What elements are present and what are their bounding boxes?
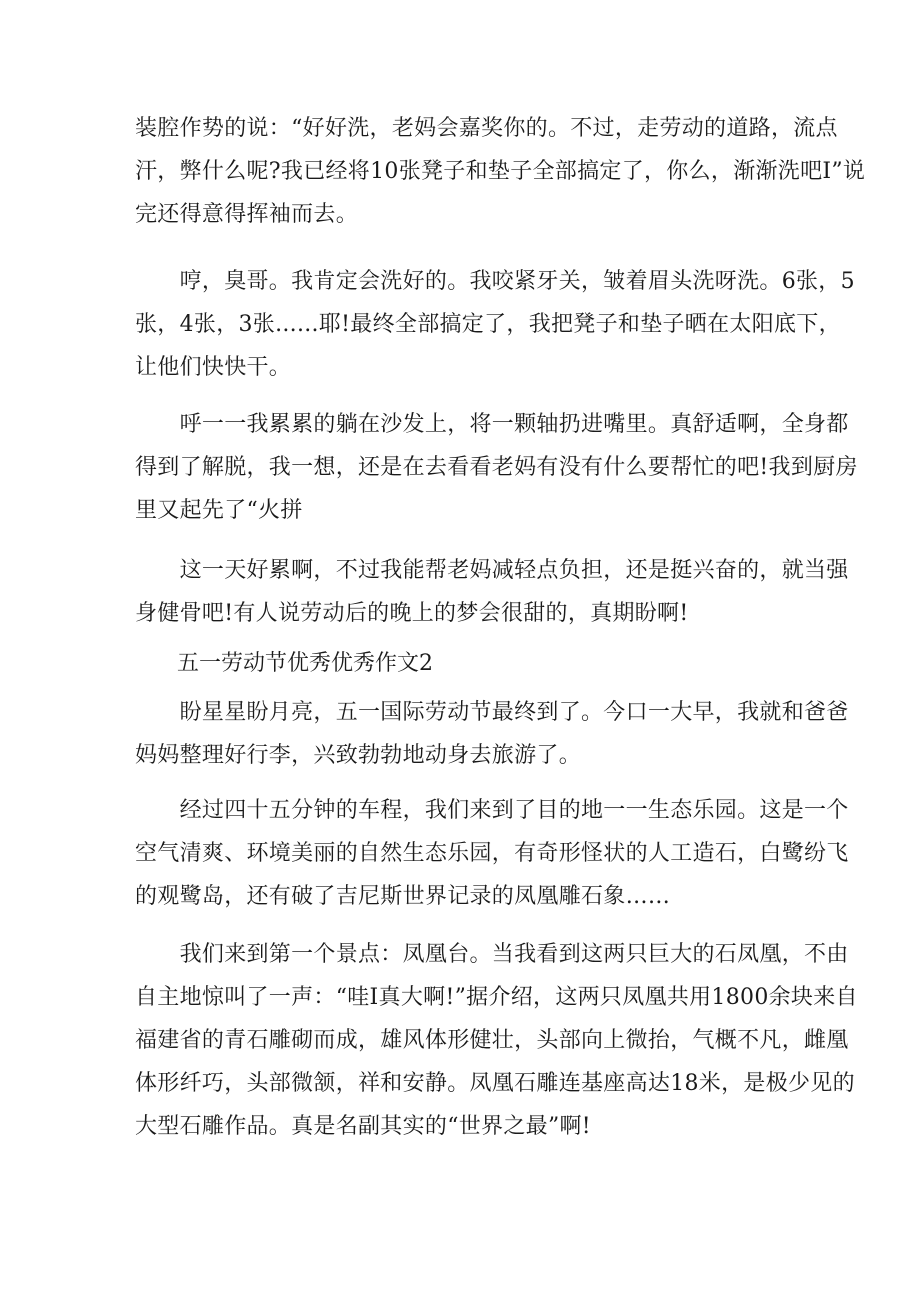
paragraph-line: 汗，弊什么呢?我已经将10张凳子和垫子全部搞定了，你么，渐渐洗吧I”说	[135, 159, 866, 184]
paragraph-line: 哼，臭哥。我肯定会洗好的。我咬紧牙关，皱着眉头洗呀洗。6张，5	[135, 269, 855, 294]
paragraph-line: 让他们快快干。	[135, 355, 292, 380]
paragraph-line: 经过四十五分钟的车程，我们来到了目的地一一生态乐园。这是一个	[135, 798, 849, 823]
paragraph-3	[135, 403, 858, 532]
paragraph-line: 身健骨吧!有人说劳动后的晚上的梦会很甜的，真期盼啊!	[135, 601, 689, 626]
paragraph-line: 自主地惊叫了一声：“哇I真大啊!”据介绍，这两只凤凰共用1800余块来自	[135, 985, 858, 1010]
paragraph-1	[135, 107, 866, 236]
paragraph-7	[135, 933, 858, 1148]
paragraph-line: 体形纤巧，头部微颔，祥和安静。凤凰石雕连基座高达18米，是极少见的	[135, 1071, 855, 1096]
section-heading: 五一劳动节优秀优秀作文2	[177, 651, 433, 676]
paragraph-line: 里又起先了“火拼	[135, 498, 303, 523]
paragraph-line: 的观鹭岛，还有破了吉尼斯世界记录的凤凰雕石象……	[135, 884, 671, 909]
paragraph-line: 呼一一我累累的躺在沙发上，将一颗轴扔进嘴里。真舒适啊，全身都	[135, 412, 849, 437]
paragraph-line: 空气清爽、环境美丽的自然生态乐园，有奇形怪状的人工造石，白鹭纷飞	[135, 841, 849, 866]
paragraph-line: 得到了解脱，我一想，还是在去看看老妈有没有什么要帮忙的吧!我到厨房	[135, 455, 858, 480]
paragraph-line: 装腔作势的说：“好好洗，老妈会嘉奖你的。不过，走劳动的道路，流点	[135, 116, 838, 141]
paragraph-line: 妈妈整理好行李，兴致勃勃地动身去旅游了。	[135, 743, 582, 768]
paragraph-line: 福建省的青石雕砌而成，雄风体形健壮，头部向上微抬，气概不凡，雌凰	[135, 1028, 849, 1053]
paragraph-2	[135, 260, 855, 389]
paragraph-4	[135, 549, 849, 635]
paragraph-line: 张，4张，3张......耶!最终全部搞定了，我把凳子和垫子晒在太阳底下，	[135, 312, 841, 337]
paragraph-6	[135, 789, 849, 918]
paragraph-5	[135, 691, 849, 777]
paragraph-line: 完还得意得挥袖而去。	[135, 202, 359, 227]
paragraph-line: 这一天好累啊，不过我能帮老妈减轻点负担，还是挺兴奋的，就当强	[135, 558, 849, 583]
paragraph-line: 盼星星盼月亮，五一国际劳动节最终到了。今口一大早，我就和爸爸	[135, 700, 849, 725]
paragraph-line: 我们来到第一个景点：凤凰台。当我看到这两只巨大的石凤凰，不由	[135, 942, 849, 967]
paragraph-line: 大型石雕作品。真是名副其实的“世界之最”啊!	[135, 1114, 591, 1139]
